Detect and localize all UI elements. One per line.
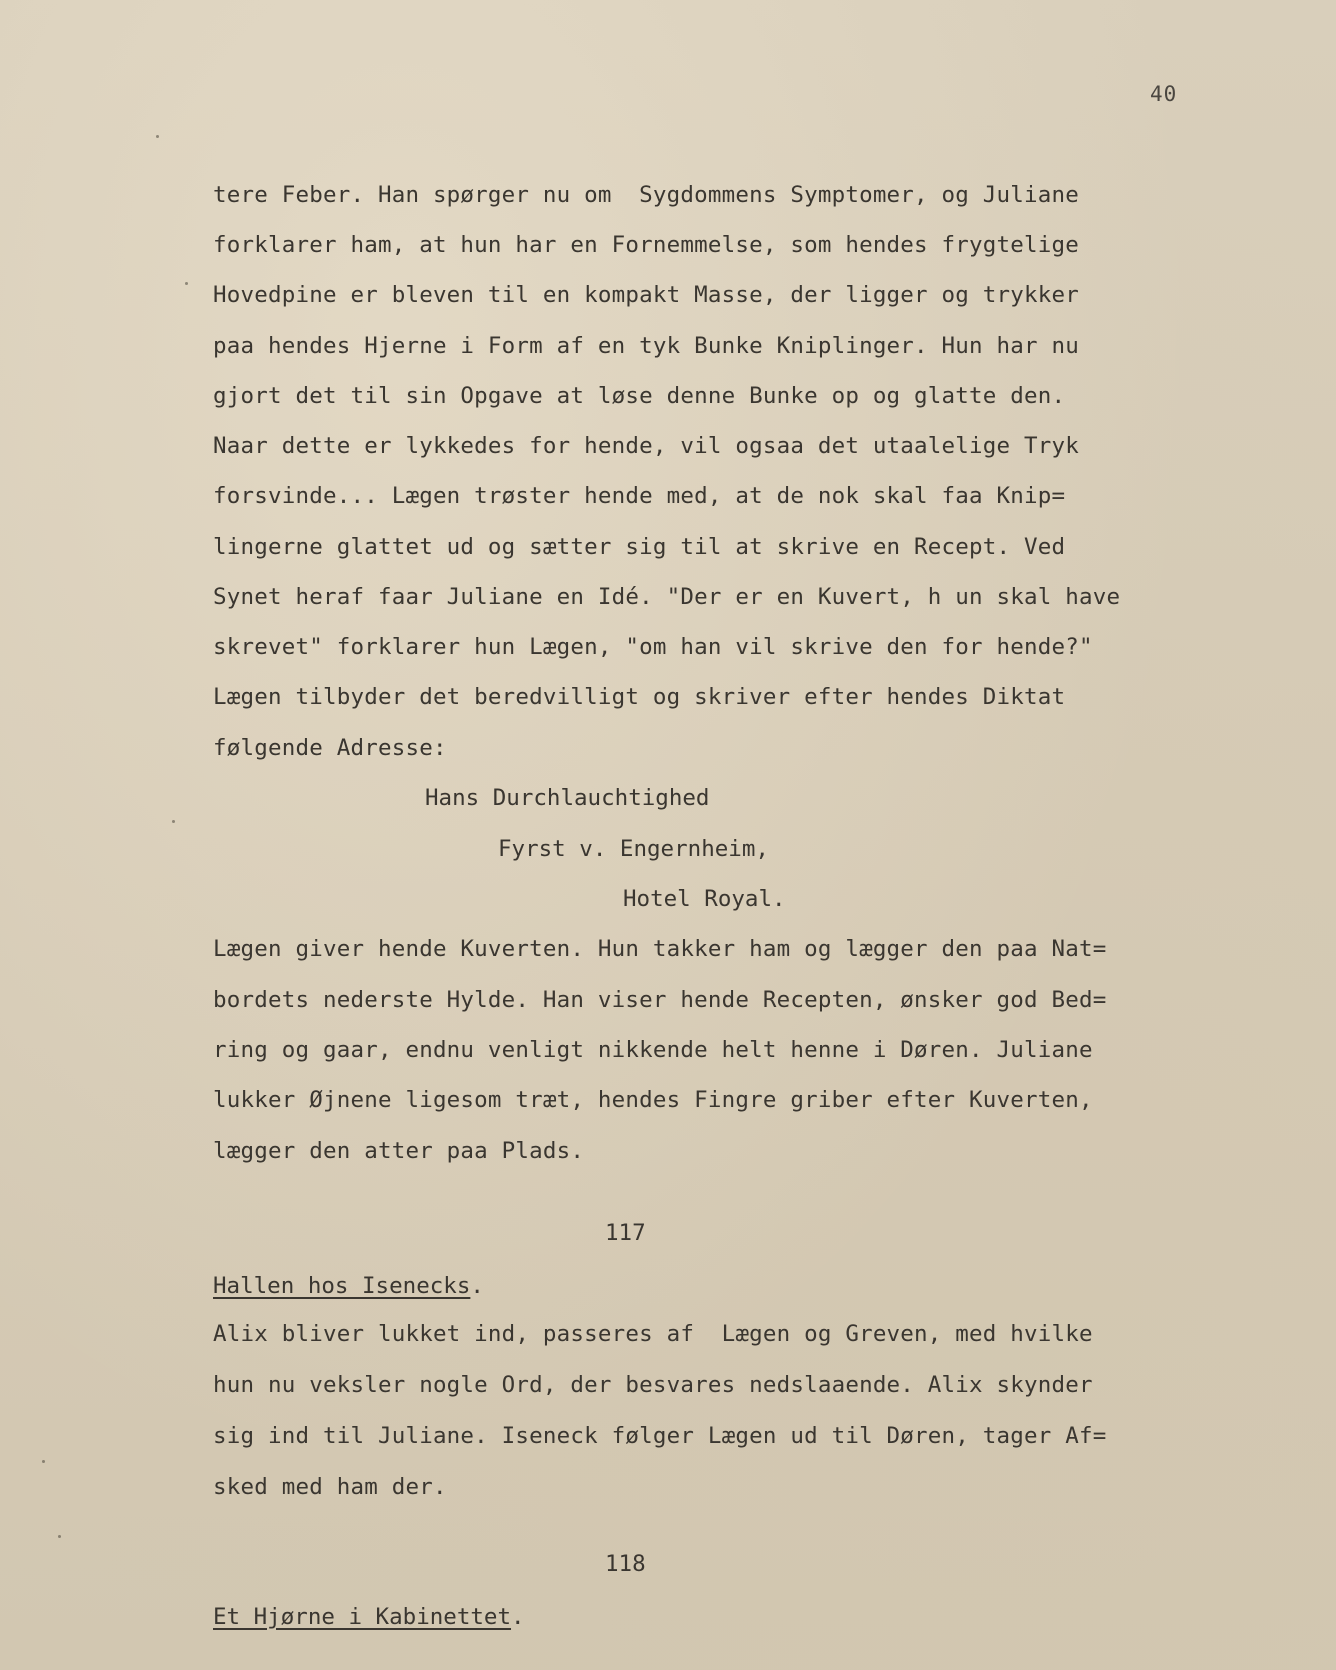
text-line: følgende Adresse: [213, 735, 447, 761]
text-line: Alix bliver lukket ind, passeres af Lægen og Greven, med hvilke [213, 1321, 1093, 1347]
scene-heading-text: Hallen hos Isenecks [213, 1273, 471, 1299]
address-line: Hans Durchlauchtighed [425, 785, 710, 811]
text-line: forklarer ham, at hun har en Fornemmelse, som hendes frygtelige [213, 232, 1080, 258]
paper-speck [172, 820, 175, 823]
text-line: Hovedpine er bleven til en kompakt Masse, der ligger og trykker [213, 282, 1080, 308]
text-line: Lægen giver hende Kuverten. Hun takker ham og lægger den paa Nat= [213, 936, 1107, 962]
text-line: bordets nederste Hylde. Han viser hende Recepten, ønsker god Bed= [213, 987, 1107, 1013]
scene-heading [213, 1606, 525, 1629]
paper-speck [156, 135, 159, 138]
text-line: paa hendes Hjerne i Form af en tyk Bunke Kniplinger. Hun har nu [213, 333, 1080, 359]
text-line: skrevet" forklarer hun Lægen, "om han vil skrive den for hende?" [213, 634, 1093, 660]
text-line: Naar dette er lykkedes for hende, vil ogsaa det utaalelige Tryk [213, 433, 1080, 459]
text-line: lingerne glattet ud og sætter sig til at skrive en Recept. Ved [213, 534, 1066, 560]
scene-heading [213, 1275, 484, 1298]
scene-number: 117 [605, 1220, 646, 1246]
page-number: 40 [1150, 82, 1178, 106]
text-line: Synet heraf faar Juliane en Idé. "Der er en Kuvert, h un skal have [213, 584, 1121, 610]
text-line: lægger den atter paa Plads. [213, 1138, 585, 1164]
text-line: tere Feber. Han spørger nu om Sygdommens Symptomer, og Juliane [213, 182, 1080, 208]
scene-heading-text: Et Hjørne i Kabinettet [213, 1604, 512, 1630]
paper-speck [185, 282, 188, 285]
text-line: ring og gaar, endnu venligt nikkende helt henne i Døren. Juliane [213, 1037, 1093, 1063]
address-line: Hotel Royal. [623, 886, 786, 912]
scene-heading-period: . [470, 1273, 484, 1299]
text-line: gjort det til sin Opgave at løse denne Bunke op og glatte den. [213, 383, 1066, 409]
text-line: Lægen tilbyder det beredvilligt og skriver efter hendes Diktat [213, 684, 1066, 710]
address-line: Fyrst v. Engernheim, [498, 836, 769, 862]
scene-heading-period: . [511, 1604, 525, 1630]
text-line: lukker Øjnene ligesom træt, hendes Fingre griber efter Kuverten, [213, 1087, 1093, 1113]
paper-speck [58, 1535, 61, 1538]
scene-number: 118 [605, 1551, 646, 1577]
text-line: sked med ham der. [213, 1474, 447, 1500]
paper-speck [42, 1460, 45, 1463]
text-line: forsvinde... Lægen trøster hende med, at de nok skal faa Knip= [213, 483, 1066, 509]
text-line: sig ind til Juliane. Iseneck følger Lægen ud til Døren, tager Af= [213, 1423, 1107, 1449]
text-line: hun nu veksler nogle Ord, der besvares nedslaaende. Alix skynder [213, 1372, 1093, 1398]
